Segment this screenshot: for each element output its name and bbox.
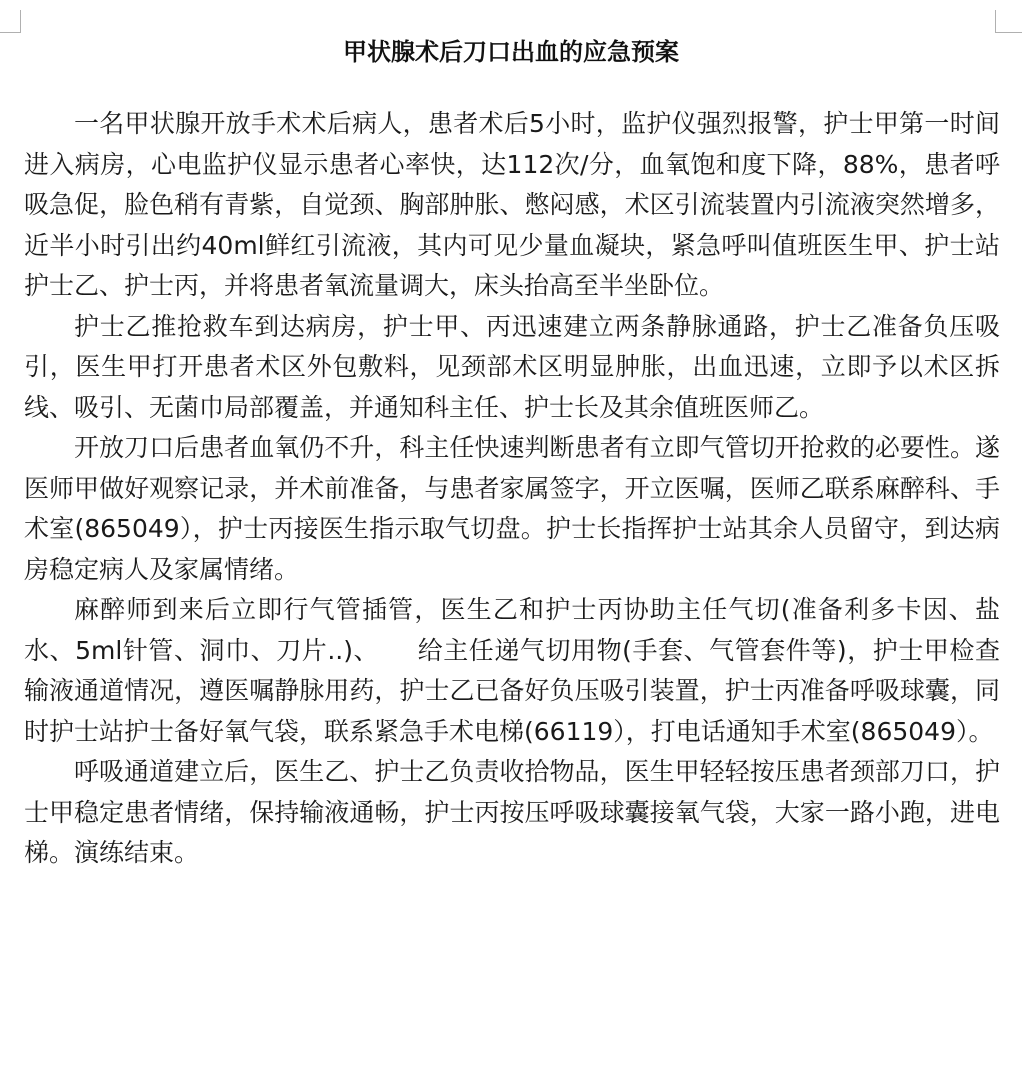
paragraph-5: 呼吸通道建立后，医生乙、护士乙负责收拾物品，医生甲轻轻按压患者颈部刀口，护士甲稳定患者情绪，保持输液通畅，护士丙按压呼吸球囊接氧气袋，大家一路小跑，进电梯。演练结束。	[24, 757, 1000, 867]
page-corner-mark-top-left	[0, 10, 21, 33]
document-title: 甲状腺术后刀口出血的应急预案	[343, 38, 679, 66]
paragraph-4: 麻醉师到来后立即行气管插管，医生乙和护士丙协助主任气切(准备利多卡因、盐水、5ml针管、洞巾、刀片..)、 给主任递气切用物(手套、气管套件等)，护士甲检查输液通道情况，遵医嘱静脉用药，护士乙已备好负压吸引装置，护士丙准备呼吸球囊，同时护士站护士备好氧气袋，联系紧急手术电梯(66119），打电话通知手术室(865049）。	[24, 595, 1000, 746]
paragraph-2: 护士乙推抢救车到达病房，护士甲、丙迅速建立两条静脉通路，护士乙准备负压吸引，医生甲打开患者术区外包敷料，见颈部术区明显肿胀，出血迅速，立即予以术区拆线、吸引、无菌巾局部覆盖，并通知科主任、护士长及其余值班医师乙。	[24, 311, 1000, 422]
page-corner-mark-top-right	[995, 10, 1022, 33]
document-body	[24, 104, 1000, 874]
paragraph-1: 一名甲状腺开放手术术后病人，患者术后5小时，监护仪强烈报警，护士甲第一时间进入病房，心电监护仪显示患者心率快，达112次/分，血氧饱和度下降，88%，患者呼吸急促，脸色稍有青紫，自觉颈、胸部肿胀、憋闷感，术区引流装置内引流液突然增多，近半小时引出约40ml鲜红引流液，其内可见少量血凝块，紧急呼叫值班医生甲、护士站护士乙、护士丙，并将患者氧流量调大，床头抬高至半坐卧位。	[24, 109, 1000, 300]
paragraph-3: 开放刀口后患者血氧仍不升，科主任快速判断患者有立即气管切开抢救的必要性。遂医师甲做好观察记录，并术前准备，与患者家属签字，开立医嘱，医师乙联系麻醉科、手术室(865049），护士丙接医生指示取气切盘。护士长指挥护士站其余人员留守，到达病房稳定病人及家属情绪。	[24, 433, 1000, 584]
